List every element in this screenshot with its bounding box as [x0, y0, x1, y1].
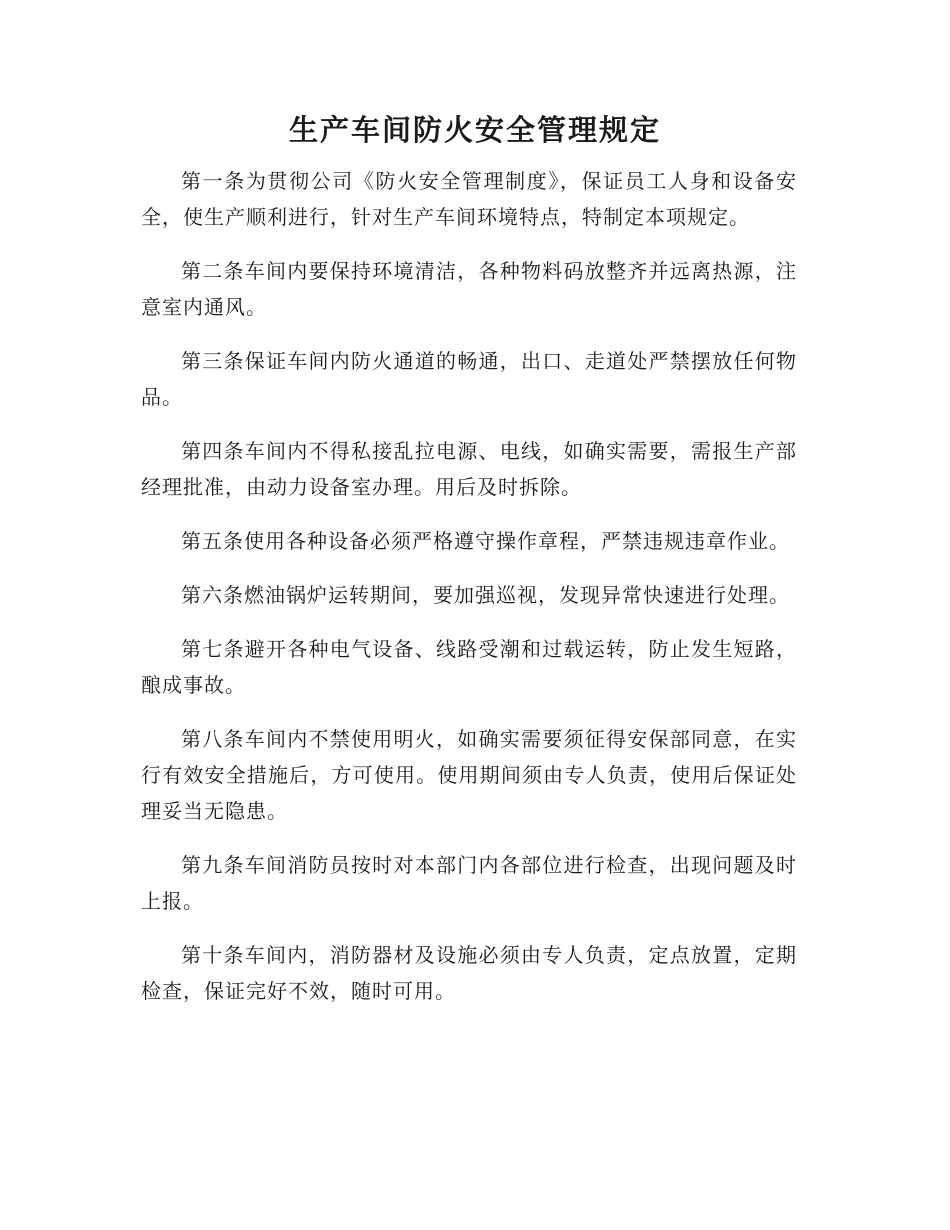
article-6: 第六条燃油锅炉运转期间，要加强巡视，发现异常快速进行处理。 — [181, 583, 790, 607]
article-7: 第七条避开各种电气设备、线路受潮和过载运转，防止发生短路，酿成事故。 — [141, 637, 797, 697]
article-list — [141, 163, 797, 1027]
document-title: 生产车间防火安全管理规定 — [288, 113, 661, 147]
article-10: 第十条车间内，消防器材及设施必须由专人负责，定点放置，定期检查，保证完好不效，随时可用。 — [141, 943, 797, 1003]
article-5: 第五条使用各种设备必须严格遵守操作章程，严禁违规违章作业。 — [181, 529, 790, 553]
article-9: 第九条车间消防员按时对本部门内各部位进行检查，出现问题及时上报。 — [141, 853, 797, 913]
article-4: 第四条车间内不得私接乱拉电源、电线，如确实需要，需报生产部经理批准，由动力设备室办理。用后及时拆除。 — [141, 439, 797, 499]
article-3: 第三条保证车间内防火通道的畅通，出口、走道处严禁摆放任何物品。 — [141, 349, 797, 409]
article-1: 第一条为贯彻公司《防火安全管理制度》，保证员工人身和设备安全，使生产顺利进行，针对生产车间环境特点，特制定本项规定。 — [141, 169, 797, 229]
article-2: 第二条车间内要保持环境清洁，各种物料码放整齐并远离热源，注意室内通风。 — [141, 259, 797, 319]
article-8: 第八条车间内不禁使用明火，如确实需要须征得安保部同意，在实行有效安全措施后，方可使用。使用期间须由专人负责，使用后保证处理妥当无隐患。 — [141, 727, 797, 823]
